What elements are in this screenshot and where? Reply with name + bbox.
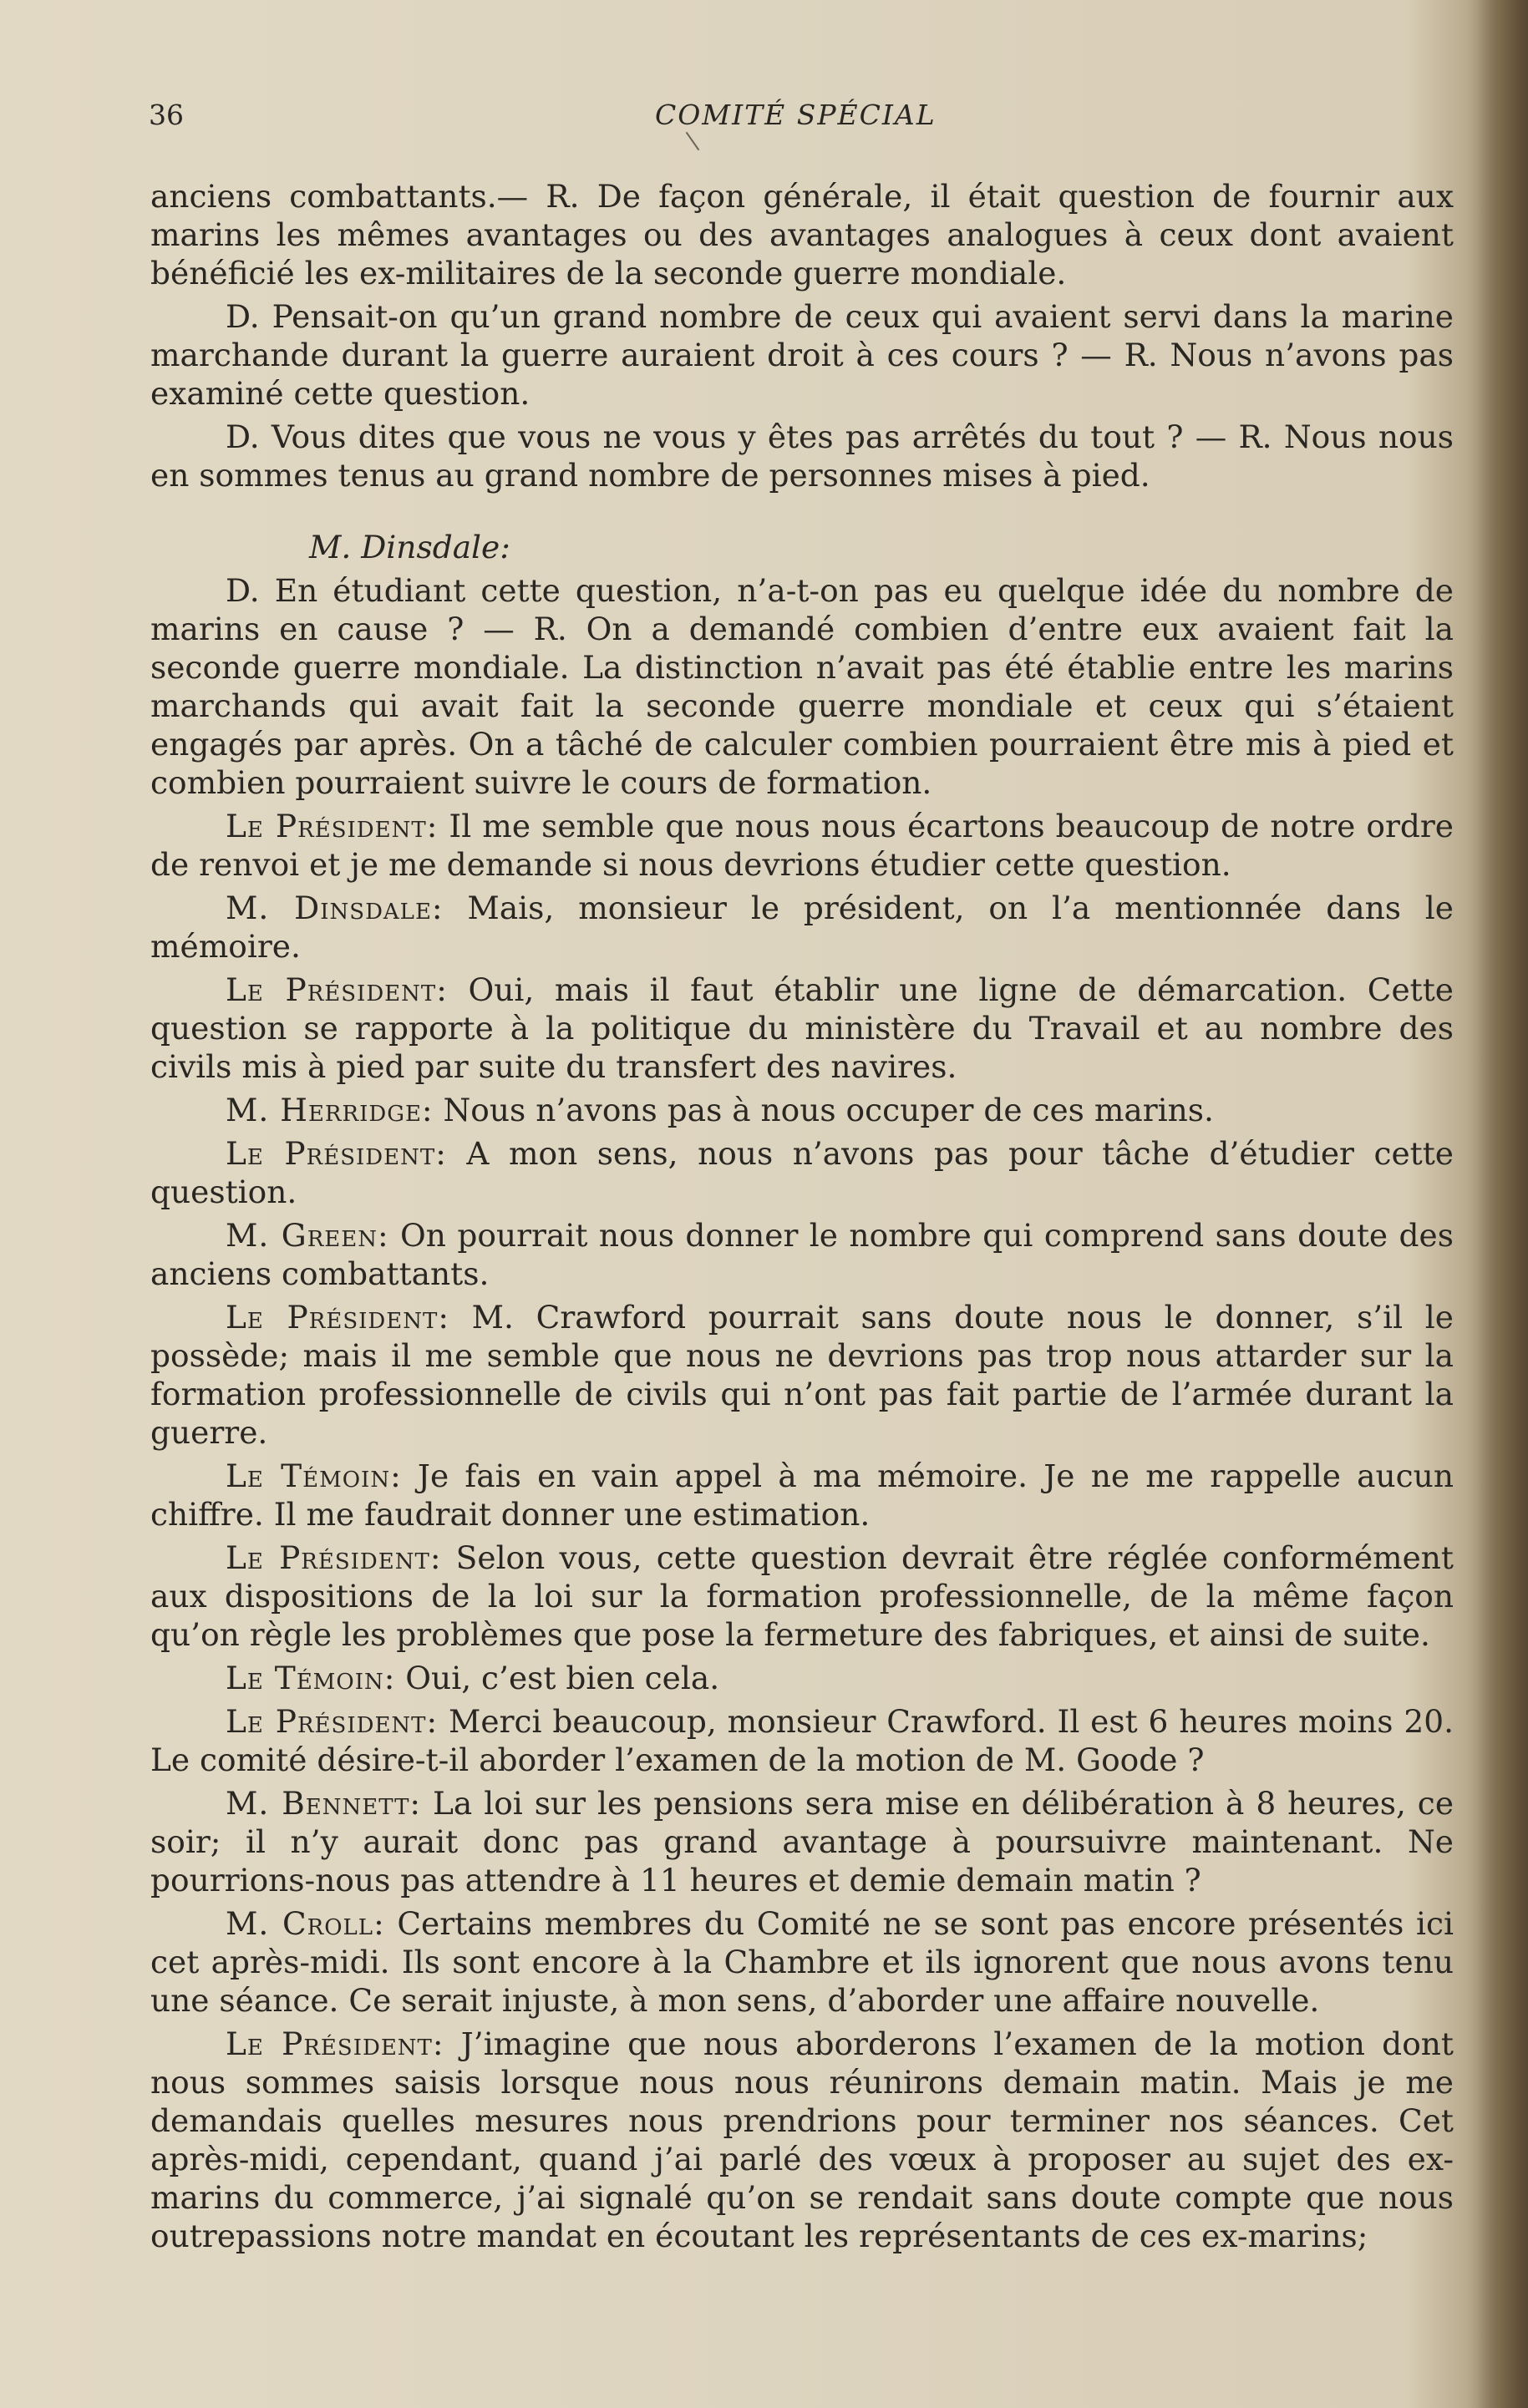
speaker-name: Le Témoin: bbox=[226, 1457, 402, 1494]
speech-paragraph bbox=[150, 1784, 1454, 1899]
speech-paragraph bbox=[150, 1091, 1454, 1129]
speech-text: La loi sur les pensions sera mise en délibération à 8 heures, ce soir; il n’y aurait donc pas grand avantage à poursuivre maintenant. Ne pourrions-nous pas attendre à 11 heures et demie demain matin ? bbox=[150, 1785, 1454, 1899]
speaker-name: Le Président: bbox=[226, 808, 439, 844]
speaker-name: M. Herridge: bbox=[226, 1092, 434, 1128]
speech-text: Mais, monsieur le président, on l’a mentionnée dans le mémoire. bbox=[150, 890, 1454, 965]
speech-paragraph bbox=[150, 1539, 1454, 1654]
page-number: 36 bbox=[149, 99, 184, 131]
speech-paragraph bbox=[150, 1904, 1454, 2020]
speaker-name: Le Président: bbox=[226, 971, 448, 1008]
speech-paragraph bbox=[150, 971, 1454, 1086]
speech-paragraph bbox=[150, 1134, 1454, 1211]
speech-text: M. Crawford pourrait sans doute nous le donner, s’il le possède; mais il me semble que nous ne devrions pas trop nous attarder sur la formation professionnelle de civils qui n’ont pas fait partie de l’armée durant la guerre. bbox=[150, 1299, 1454, 1451]
speech-text: Nous n’avons pas à nous occuper de ces marins. bbox=[433, 1092, 1214, 1128]
speaker-name: Le Président: bbox=[226, 1539, 442, 1576]
speech-text: Oui, c’est bien cela. bbox=[395, 1660, 720, 1696]
speech-paragraph bbox=[150, 1216, 1454, 1293]
speech-text: Oui, mais il faut établir une ligne de démarcation. Cette question se rapporte à la politique du ministère du Travail et au nombre des civils mis à pied par suite du transfert des navires. bbox=[150, 971, 1454, 1085]
speech-paragraph bbox=[150, 2025, 1454, 2255]
speaker-name: M. Dinsdale: bbox=[226, 890, 444, 926]
speaker-heading: M. Dinsdale: bbox=[309, 529, 510, 565]
speaker-name: Le Président: bbox=[226, 1703, 439, 1740]
paragraph: anciens combattants.— R. De façon générale, il était question de fournir aux marins les mêmes avantages ou des avantages analogues à ceux dont avaient bénéficié les ex-militaires de la seconde guerre mondiale. bbox=[150, 178, 1454, 291]
speaker-name: Le Témoin: bbox=[226, 1660, 396, 1696]
speech-paragraph bbox=[150, 1702, 1454, 1779]
speech-text: Merci beaucoup, monsieur Crawford. Il est 6 heures moins 20. Le comité désire-t-il aborder l’examen de la motion de M. Goode ? bbox=[150, 1703, 1454, 1778]
speech-paragraph bbox=[150, 1298, 1454, 1452]
speaker-name: M. Bennett: bbox=[226, 1785, 422, 1822]
speech-text: J’imagine que nous aborderons l’examen de la motion dont nous sommes saisis lorsque nous nous réunirons demain matin. Mais je me demandais quelles mesures nous prendrions pour terminer nos séances. Cet après-midi, cependant, quand j’ai parlé des vœux à proposer au sujet des ex-marins du commerce, j’ai signalé qu’on se rendait sans doute compte que nous outrepassions notre mandat en écoutant les représentants de ces ex-marins; bbox=[150, 2025, 1454, 2254]
running-title: COMITÉ SPÉCIAL bbox=[655, 99, 937, 131]
speech-text: Il me semble que nous nous écartons beaucoup de notre ordre de renvoi et je me demande si nous devrions étudier cette question. bbox=[150, 808, 1454, 883]
page-body bbox=[150, 177, 1454, 2255]
speech-text: A mon sens, nous n’avons pas pour tâche d’étudier cette question. bbox=[150, 1135, 1454, 1210]
pencil-mark bbox=[686, 132, 700, 150]
speech-paragraph bbox=[150, 807, 1454, 884]
speech-text: Certains membres du Comité ne se sont pas encore présentés ici cet après-midi. Ils sont encore à la Chambre et ils ignorent que nous avons tenu une séance. Ce serait injuste, à mon sens, d’aborder une affaire nouvelle. bbox=[150, 1905, 1454, 2019]
speaker-name: Le Président: bbox=[226, 1135, 447, 1172]
speaker-name: Le Président: bbox=[226, 2025, 444, 2062]
page-header bbox=[149, 99, 1452, 140]
paragraph: D. Pensait-on qu’un grand nombre de ceux qui avaient servi dans la marine marchande durant la guerre auraient droit à ces cours ? — R. Nous n’avons pas examiné cette question. bbox=[150, 298, 1454, 412]
speech-paragraph bbox=[150, 1457, 1454, 1534]
speech-text: On pourrait nous donner le nombre qui comprend sans doute des anciens combattants. bbox=[150, 1217, 1454, 1292]
speech-text: Je fais en vain appel à ma mémoire. Je ne me rappelle aucun chiffre. Il me faudrait donner une estimation. bbox=[150, 1457, 1454, 1533]
speech-text: Selon vous, cette question devrait être réglée conformément aux dispositions de la loi sur la formation professionnelle, de la même façon qu’on règle les problèmes que pose la fermeture des fabriques, et ainsi de suite. bbox=[150, 1539, 1454, 1653]
speaker-name: M. Croll: bbox=[226, 1905, 385, 1942]
speech-paragraph bbox=[150, 1659, 1454, 1697]
paragraph: D. Vous dites que vous ne vous y êtes pas arrêtés du tout ? — R. Nous nous en sommes tenus au grand nombre de personnes mises à pied. bbox=[150, 418, 1454, 494]
speech-paragraph bbox=[150, 889, 1454, 966]
speaker-name: Le Président: bbox=[226, 1299, 449, 1336]
book-spine-shadow bbox=[1478, 0, 1528, 2408]
speaker-name: M. Green: bbox=[226, 1217, 389, 1254]
paragraph: D. En étudiant cette question, n’a-t-on pas eu quelque idée du nombre de marins en cause ? — R. On a demandé combien d’entre eux avaient fait la seconde guerre mondiale. La distinction n’avait pas été établie entre les marins marchands qui avait fait la seconde guerre mondiale et ceux qui s’étaient engagés par après. On a tâché de calculer combien pourraient être mis à pied et combien pourraient suivre le cours de formation. bbox=[150, 572, 1454, 801]
